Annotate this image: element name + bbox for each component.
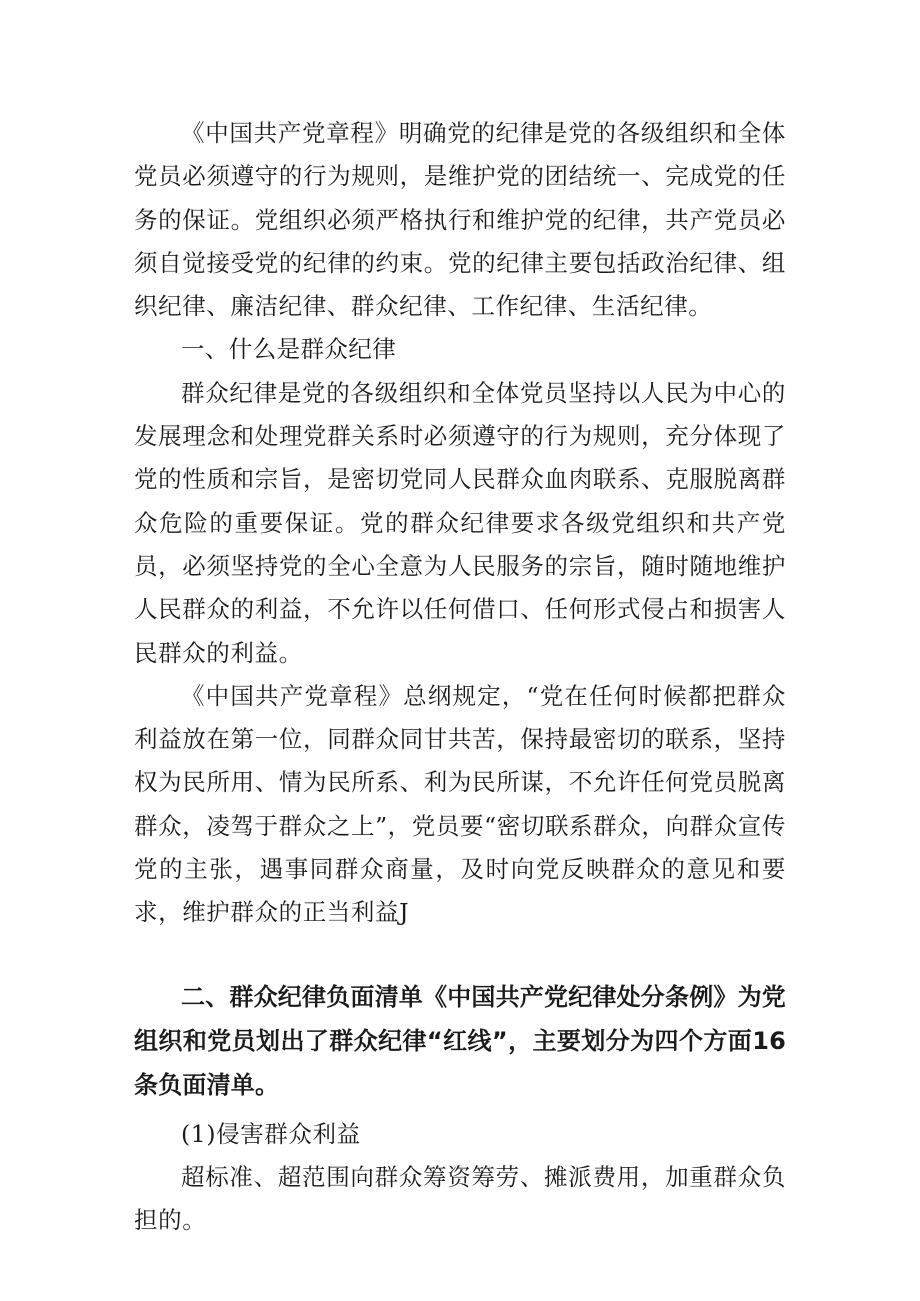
subsection1-paragraph-1: 超标准、超范围向群众筹资筹劳、摊派费用，加重群众负担的。: [134, 1162, 786, 1235]
section1-paragraph-2: 《中国共产党章程》总纲规定，“党在任何时候都把群众利益放在第一位，同群众同甘共苦，保持最密切的联系，坚持权为民所用、情为民所系、利为民所谋，不允许任何党员脱离群众，凌驾于群众之上”，党员要“密切联系群众，向群众宣传党的主张，遇事同群众商量，及时向党反映群众的意见和要求，维护群众的正当利益J: [134, 681, 786, 927]
section-heading-1: 一、什么是群众纪律: [181, 335, 397, 364]
document-body: [134, 112, 786, 1243]
section1-paragraph-1: 群众纪律是党的各级组织和全体党员坚持以人民为中心的发展理念和处理党群关系时必须遵守的行为规则，充分体现了党的性质和宗旨，是密切党同人民群众血肉联系、克服脱离群众危险的重要保证。党的群众纪律要求各级党组织和共产党员，必须坚持党的全心全意为人民服务的宗旨，随时随地维护人民群众的利益，不允许以任何借口、任何形式侵占和损害人民群众的利益。: [134, 378, 786, 667]
section-heading-2: 二、群众纪律负面清单《中国共产党纪律处分条例》为党组织和党员划出了群众纪律“红线”，主要划分为四个方面16条负面清单。: [134, 982, 786, 1099]
subsection-heading-1: (1)侵害群众利益: [181, 1119, 361, 1148]
intro-paragraph: 《中国共产党章程》明确党的纪律是党的各级组织和全体党员必须遵守的行为规则，是维护党的团结统一、完成党的任务的保证。党组织必须严格执行和维护党的纪律，共产党员必须自觉接受党的纪律的约束。党的纪律主要包括政治纪律、组织纪律、廉洁纪律、群众纪律、工作纪律、生活纪律。: [134, 119, 786, 321]
